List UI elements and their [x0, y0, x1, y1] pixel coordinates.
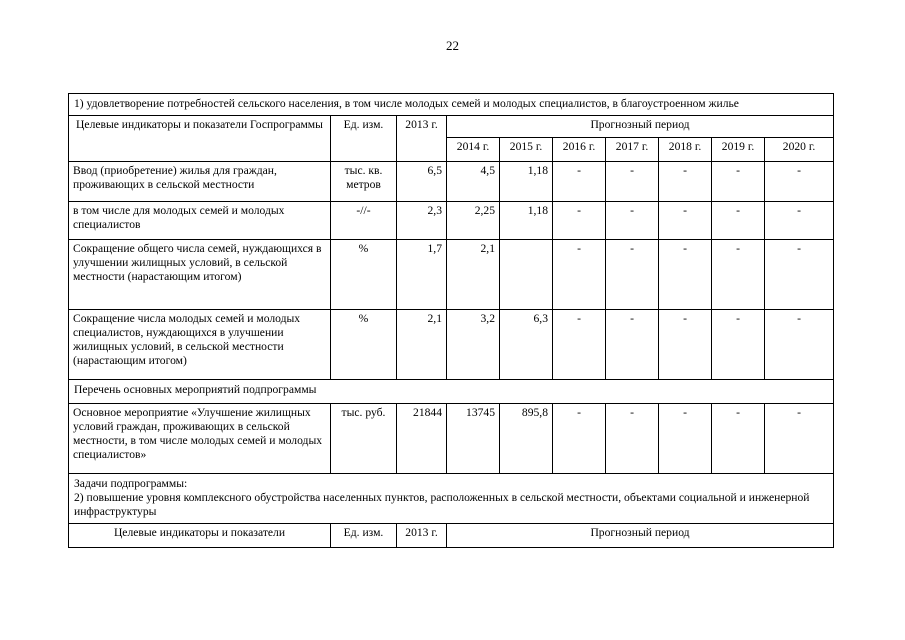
- row-value: -: [712, 404, 765, 474]
- row-value: -: [659, 240, 712, 310]
- table-row: [69, 202, 834, 240]
- row-name: Сокращение общего числа семей, нуждающихся в улучшении жилищных условий, в сельской местности (нарастающим итогом): [69, 240, 331, 310]
- row-unit: %: [331, 240, 397, 310]
- row-value: 3,2: [447, 310, 500, 380]
- row-value: -: [553, 310, 606, 380]
- row-unit: -//-: [331, 202, 397, 240]
- section-title: 1) удовлетворение потребностей сельского населения, в том числе молодых семей и молодых специалистов, в благоустроенном жилье: [69, 94, 834, 116]
- header2-unit: Ед. изм.: [331, 524, 397, 548]
- row-value: -: [553, 202, 606, 240]
- row-value: -: [712, 310, 765, 380]
- row-value: 2,25: [447, 202, 500, 240]
- row-value: -: [765, 162, 834, 202]
- table-row: [69, 404, 834, 474]
- row-value: -: [765, 240, 834, 310]
- row-value: 6,3: [500, 310, 553, 380]
- tasks-block: [69, 474, 834, 524]
- row-value: -: [553, 240, 606, 310]
- header-year: 2017 г.: [606, 138, 659, 162]
- row-value: 2,1: [397, 310, 447, 380]
- row-value: -: [553, 404, 606, 474]
- row-value: -: [553, 162, 606, 202]
- row-name: Ввод (приобретение) жилья для граждан, проживающих в сельской местности: [69, 162, 331, 202]
- row-value: 4,5: [447, 162, 500, 202]
- tasks-label: Задачи подпрограммы:: [74, 477, 188, 490]
- row-unit: тыс. кв. метров: [331, 162, 397, 202]
- header-indicator: Целевые индикаторы и показатели Госпрограммы: [69, 116, 331, 162]
- header-year: 2014 г.: [447, 138, 500, 162]
- header-year: 2019 г.: [712, 138, 765, 162]
- row-name: Основное мероприятие «Улучшение жилищных условий граждан, проживающих в сельской местности, в том числе молодых семей и молодых специалистов»: [69, 404, 331, 474]
- row-value: 895,8: [500, 404, 553, 474]
- header-year: 2015 г.: [500, 138, 553, 162]
- page-number: 22: [446, 38, 459, 53]
- row-value: -: [765, 202, 834, 240]
- row-value: -: [606, 202, 659, 240]
- row-value: -: [712, 240, 765, 310]
- row-value: -: [712, 162, 765, 202]
- row-value: -: [606, 310, 659, 380]
- row-value: -: [606, 404, 659, 474]
- row-value: 2,1: [447, 240, 500, 310]
- row-value: -: [659, 310, 712, 380]
- row-name: в том числе для молодых семей и молодых специалистов: [69, 202, 331, 240]
- header2-year-base: 2013 г.: [397, 524, 447, 548]
- header-year: 2016 г.: [553, 138, 606, 162]
- row-value: 1,7: [397, 240, 447, 310]
- header-year: 2018 г.: [659, 138, 712, 162]
- row-unit: %: [331, 310, 397, 380]
- row-value: -: [765, 404, 834, 474]
- header2-forecast: Прогнозный период: [447, 524, 834, 548]
- row-value: -: [712, 202, 765, 240]
- row-value: 6,5: [397, 162, 447, 202]
- header-year: 2020 г.: [765, 138, 834, 162]
- row-value: -: [659, 202, 712, 240]
- row-value: -: [765, 310, 834, 380]
- measures-title: Перечень основных мероприятий подпрограммы: [69, 380, 834, 404]
- row-value: -: [659, 404, 712, 474]
- row-value: 13745: [447, 404, 500, 474]
- row-unit: тыс. руб.: [331, 404, 397, 474]
- row-value: [500, 240, 553, 310]
- header-forecast: Прогнозный период: [447, 116, 834, 138]
- header-unit: Ед. изм.: [331, 116, 397, 162]
- header2-indicator: Целевые индикаторы и показатели: [69, 524, 331, 548]
- row-value: 21844: [397, 404, 447, 474]
- row-value: 1,18: [500, 202, 553, 240]
- row-value: 2,3: [397, 202, 447, 240]
- row-name: Сокращение числа молодых семей и молодых специалистов, нуждающихся в улучшении жилищных условий, в сельской местности (нарастающим итогом): [69, 310, 331, 380]
- table-row: [69, 310, 834, 380]
- row-value: -: [659, 162, 712, 202]
- table-row: [69, 162, 834, 202]
- row-value: 1,18: [500, 162, 553, 202]
- table-row: [69, 240, 834, 310]
- row-value: -: [606, 240, 659, 310]
- task-item: 2) повышение уровня комплексного обустройства населенных пунктов, расположенных в сельской местности, объектами социальной и инженерной инфраструктуры: [74, 491, 810, 518]
- header-year-base: 2013 г.: [397, 116, 447, 162]
- indicators-table: [68, 93, 834, 548]
- row-value: -: [606, 162, 659, 202]
